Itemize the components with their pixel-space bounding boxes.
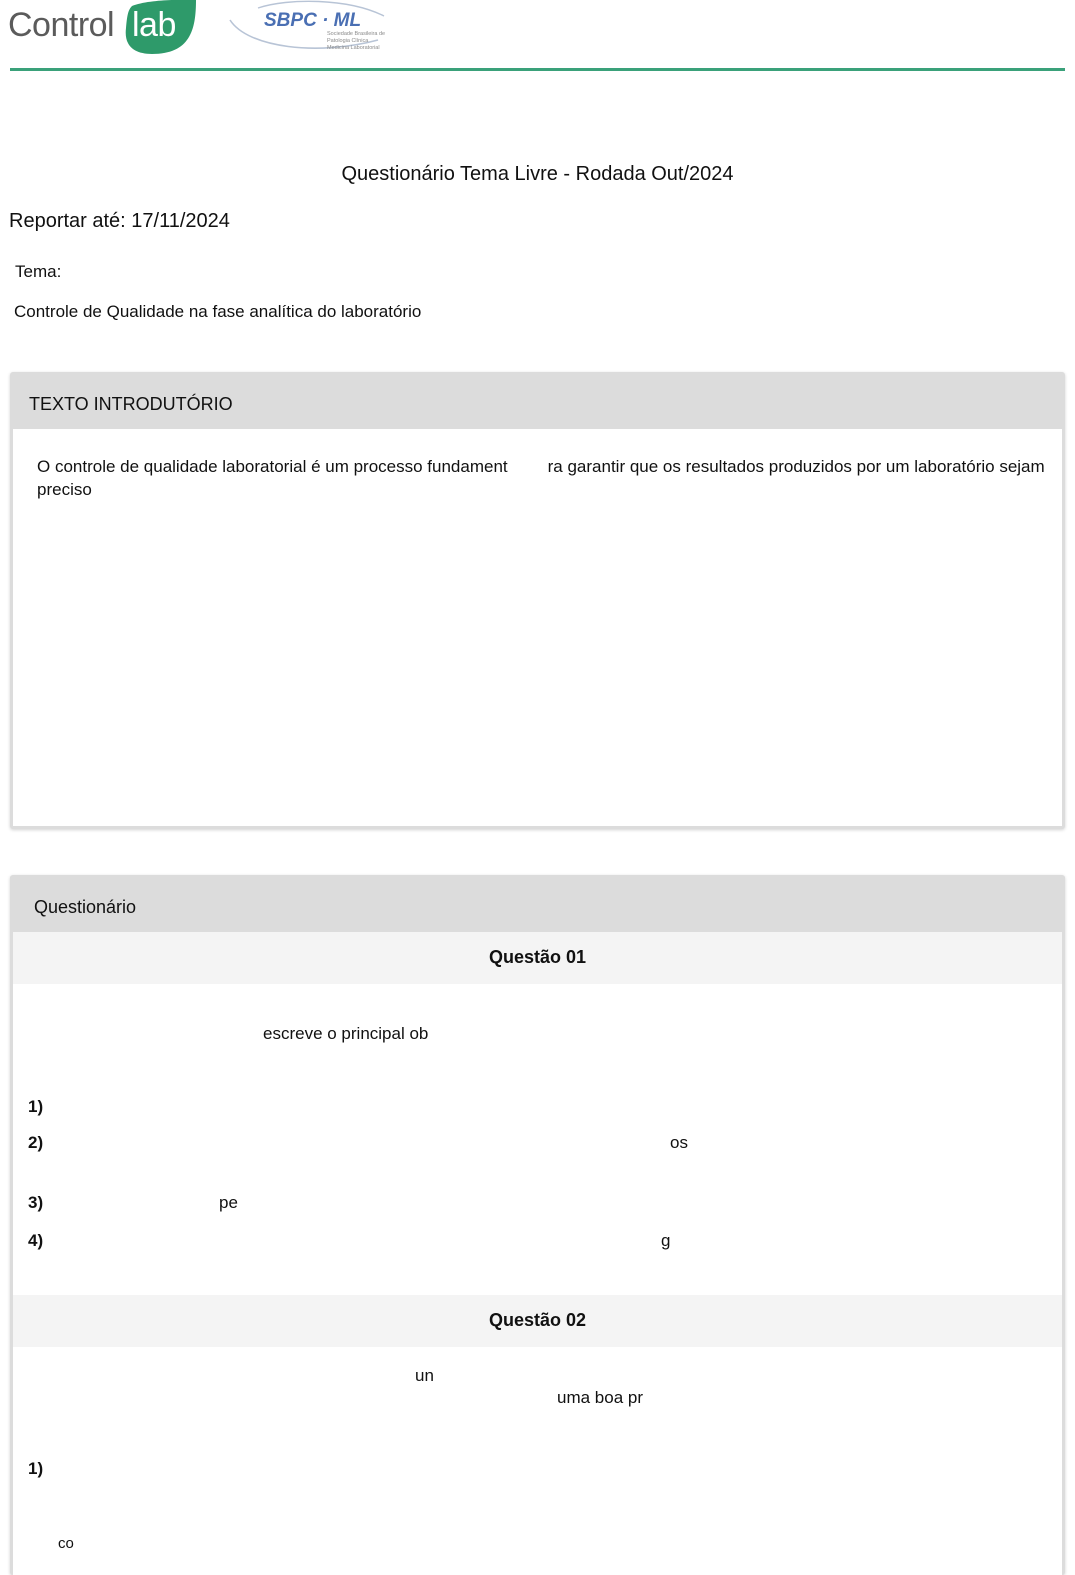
- tema-label: Tema:: [15, 262, 62, 281]
- controllab-logo-badge: lab: [132, 6, 176, 44]
- question-02-option-1-number[interactable]: 1): [28, 1459, 44, 1478]
- intro-text: [37, 455, 1047, 501]
- questionnaire-heading: Questionário: [34, 897, 137, 917]
- sbpc-logo-mark: SBPC · ML: [264, 10, 362, 31]
- intro-text-part2: ra garantir que os resultados produzidos por um laboratório sejam preciso: [37, 457, 1045, 499]
- tema-value: Controle de Qualidade na fase analítica do laboratório: [14, 302, 422, 321]
- question-01-option-3-text: pe: [219, 1193, 238, 1212]
- header-divider: [10, 68, 1065, 71]
- question-01-option-2-text: os: [670, 1133, 688, 1152]
- question-01-option-4-number[interactable]: 4): [28, 1231, 44, 1250]
- question-02-header: [13, 1295, 1062, 1347]
- question-02-prompt-line1: un: [415, 1366, 434, 1385]
- question-01-option-3-number[interactable]: 3): [28, 1193, 44, 1212]
- question-01-option-1-number[interactable]: 1): [28, 1097, 44, 1116]
- question-01-header: [13, 932, 1062, 984]
- report-deadline: Reportar até: 17/11/2024: [9, 210, 230, 232]
- document-title: Questionário Tema Livre - Rodada Out/2024: [341, 163, 734, 185]
- questionnaire-header: [13, 878, 1062, 932]
- questionnaire-panel: [10, 875, 1065, 1575]
- controllab-logo: [8, 0, 193, 58]
- question-02-prompt-line2: uma boa pr: [557, 1388, 643, 1407]
- controllab-logo-word: Control: [8, 6, 115, 44]
- intro-panel-header: [13, 375, 1062, 429]
- sbpc-logo-subtitle: Sociedade Brasileira de Patologia Clínica Medicina Laboratorial: [327, 31, 386, 51]
- intro-panel: [10, 372, 1065, 829]
- question-01-option-2-number[interactable]: 2): [28, 1133, 44, 1152]
- question-01-option-4-text: g: [661, 1231, 671, 1250]
- question-02-title: Questão 02: [488, 1310, 587, 1330]
- intro-heading: TEXTO INTRODUTÓRIO: [29, 394, 233, 414]
- sbpc-logo: [228, 0, 388, 58]
- question-01-title: Questão 01: [488, 947, 587, 967]
- intro-text-part1: O controle de qualidade laboratorial é um processo fundament: [37, 457, 508, 476]
- question-01-prompt: escreve o principal ob: [263, 1024, 429, 1043]
- footer-fragment: co: [58, 1535, 74, 1552]
